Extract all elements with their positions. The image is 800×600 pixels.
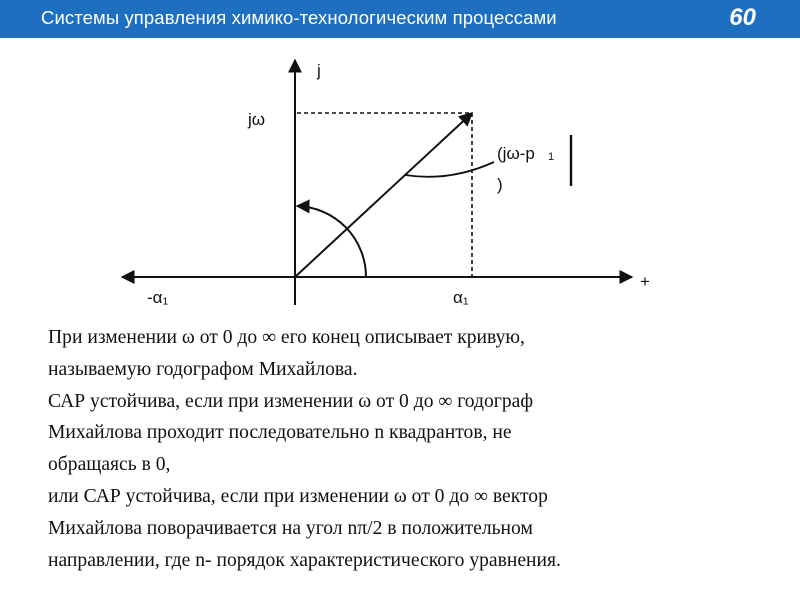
body-line: или САР устойчива, если при изменении ω от 0 до ∞ вектор: [48, 485, 548, 507]
x-axis-plus-label: +: [640, 272, 650, 291]
slide-title: Системы управления химико-технологическим процессами: [41, 7, 557, 28]
callout-label: (jω-p: [497, 144, 535, 163]
callout-subscript: 1: [548, 151, 555, 163]
neg-alpha-label: -α₁: [147, 288, 169, 307]
page-number: 60: [729, 4, 756, 31]
callout-close-paren: ): [497, 175, 503, 194]
vector-line: [295, 113, 472, 277]
callout-leader: [405, 162, 494, 177]
pos-alpha-label: α₁: [453, 288, 469, 307]
body-line: Михайлова поворачивается на угол nπ/2 в положительном: [48, 517, 533, 539]
body-line: называемую годографом Михайлова.: [48, 358, 358, 380]
body-text: [48, 322, 788, 576]
body-line: Михайлова проходит последовательно n квадрантов, не: [48, 422, 512, 444]
body-line: САР устойчива, если при изменении ω от 0 до ∞ годограф: [48, 390, 534, 412]
body-line: обращаясь в 0,: [48, 454, 171, 476]
body-line: направлении, где n- порядок характеристического уравнения.: [48, 549, 561, 571]
body-line: При изменении ω от 0 до ∞ его конец описывает кривую,: [48, 327, 525, 348]
top-j-omega-label: jω: [248, 110, 266, 129]
y-axis-label: j: [317, 61, 321, 80]
